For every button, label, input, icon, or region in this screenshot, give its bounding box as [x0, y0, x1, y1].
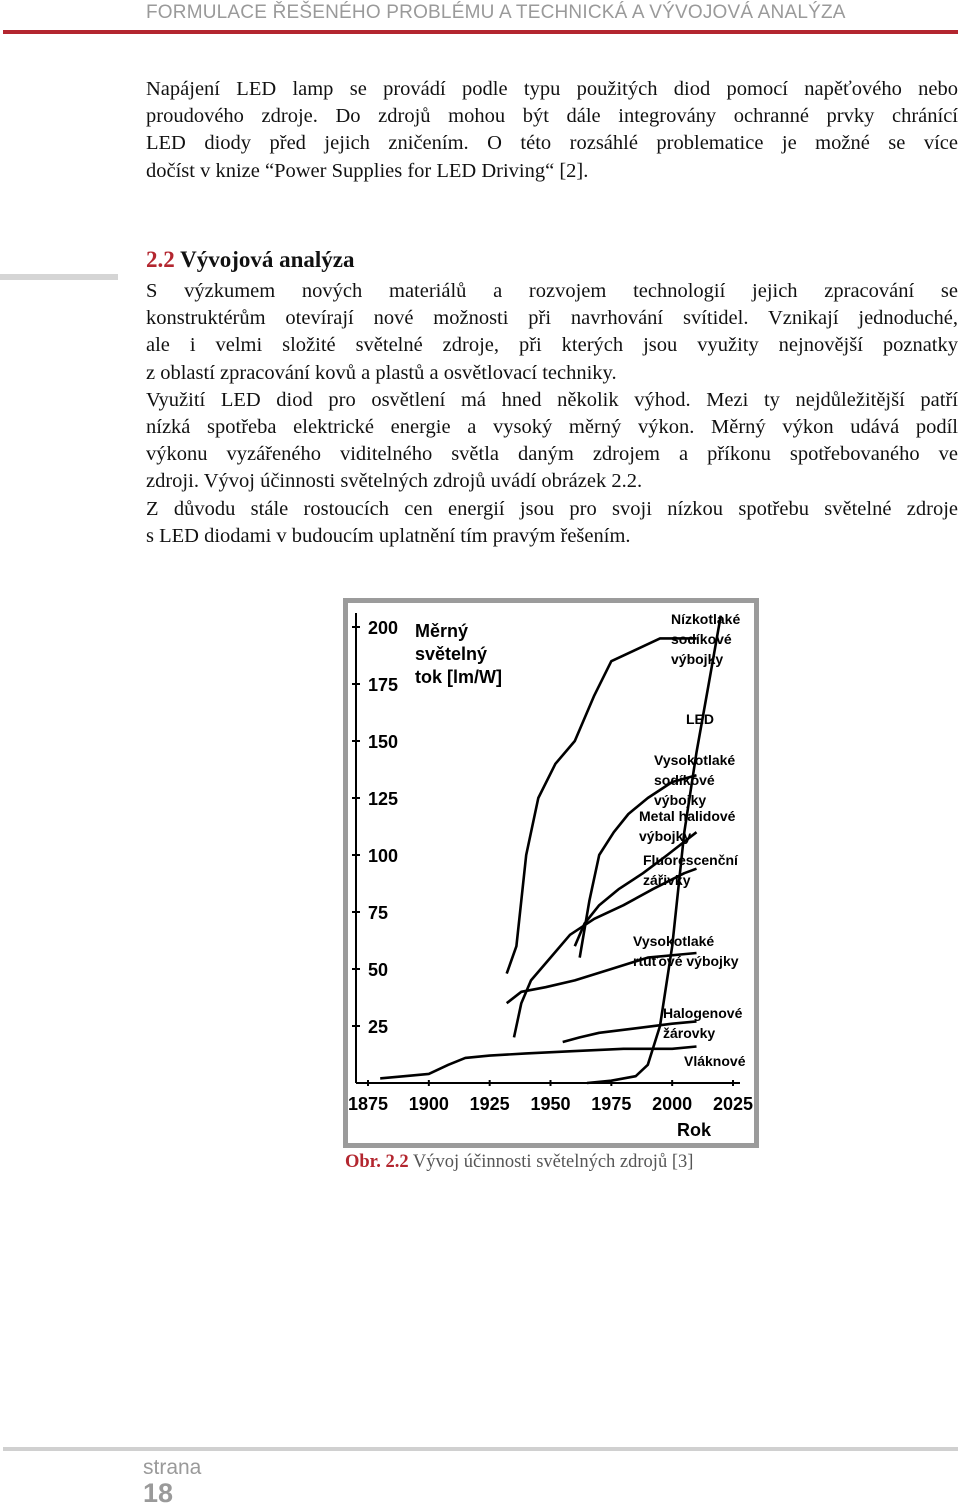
y-axis-label-line: Měrný	[415, 621, 469, 641]
section-number: 2.2	[146, 247, 175, 272]
body-line: výkonu vyzářeného viditelného světla daným zdrojem a příkonu spotřebovaného ve	[146, 443, 958, 466]
body-line: ale i velmi složité světelné zdroje, při kterých jsou využity nejnovější poznatky	[146, 334, 958, 357]
x-tick-label: 1875	[348, 1094, 389, 1114]
intro-line: Napájení LED lamp se provádí podle typu použitých diod pomocí napěťového nebo	[146, 78, 958, 100]
caption-label: Obr. 2.2	[345, 1152, 409, 1172]
y-tick-label: 175	[368, 675, 399, 695]
series-label-5: zářivky	[643, 872, 691, 888]
x-tick-label: 1975	[591, 1094, 632, 1114]
y-tick-label: 50	[368, 960, 389, 980]
efficacy-chart-svg	[348, 603, 754, 1143]
series-label-4: Metal halidové	[639, 808, 736, 824]
series-label-8: Vláknové	[684, 1053, 746, 1069]
y-tick-label: 100	[368, 846, 399, 866]
series-label-3: sodíkové	[654, 772, 715, 788]
intro-line: dočíst v knize “Power Supplies for LED Driving“ [2].	[146, 159, 589, 182]
running-header: FORMULACE ŘEŠENÉHO PROBLÉMU A TECHNICKÁ A VÝVOJOVÁ ANALÝZA	[146, 2, 846, 23]
body-line: S výzkumem nových materiálů a rozvojem technologií jejich zpracování se	[146, 280, 958, 302]
body-line: z oblastí zpracování kovů a plastů a osvětlovací techniky.	[146, 361, 617, 384]
x-tick-label: 2000	[652, 1094, 693, 1114]
header-rule	[3, 30, 958, 34]
section-body	[146, 278, 958, 550]
x-tick-label: 1900	[408, 1094, 449, 1114]
section-side-marker	[0, 274, 118, 280]
body-line: nízká spotřeba elektrické energie a vysoký měrný výkon. Měrný výkon udává podíl	[146, 416, 958, 439]
x-tick-label: 1925	[469, 1094, 510, 1114]
y-tick-label: 150	[368, 732, 399, 752]
caption-text: Vývoj účinnosti světelných zdrojů [3]	[408, 1152, 694, 1172]
footer-label: strana	[143, 1456, 202, 1479]
series-label-7: žárovky	[663, 1025, 716, 1041]
section-heading	[146, 247, 355, 273]
y-axis-label-line: světelný	[415, 644, 488, 664]
y-axis-label-line: tok [lm/W]	[415, 667, 502, 687]
intro-line: LED diody před jejich zničením. O této rozsáhlé problematice je možné se více	[146, 132, 958, 155]
series-label-1: Nízkotlaké	[671, 611, 741, 627]
x-tick-label: 1950	[530, 1094, 571, 1114]
series-label-5: Fluorescenční	[643, 852, 738, 868]
figure-caption	[345, 1152, 693, 1173]
body-line: zdroji. Vývoj účinnosti světelných zdrojů uvádí obrázek 2.2.	[146, 470, 643, 493]
body-line: konstruktérům otevírají nové možnosti při navrhování svítidel. Vznikají jednoduché,	[146, 307, 958, 330]
series-label-6: Vysokotlaké	[633, 933, 715, 949]
figure-efficacy-chart	[343, 598, 759, 1148]
section-title: Vývojová analýza	[180, 247, 355, 272]
x-tick-label: 2025	[712, 1094, 754, 1114]
body-line: s LED diodami v budoucím uplatnění tím pravým řešením.	[146, 524, 631, 547]
y-tick-label: 200	[368, 618, 399, 638]
series-label-6: rtuťové výbojky	[633, 953, 739, 969]
body-line: Z důvodu stále rostoucích cen energií jsou pro svoji nízkou spotřebu světelné zdroje	[146, 497, 958, 520]
footer-rule	[3, 1447, 958, 1451]
page-number: 18	[143, 1478, 174, 1508]
series-label-3: Vysokotlaké	[654, 752, 736, 768]
series-label-3: výbojky	[654, 792, 707, 808]
intro-paragraph	[146, 76, 958, 185]
series-label-1: výbojky	[671, 651, 724, 667]
body-line: Využití LED diod pro osvětlení má hned několik výhod. Mezi ty nejdůležitější patří	[146, 388, 958, 411]
series-label-2: LED	[686, 711, 714, 727]
series-label-1: sodíkové	[671, 631, 732, 647]
y-tick-label: 25	[368, 1017, 389, 1037]
y-tick-label: 125	[368, 789, 399, 809]
series-label-4: výbojky	[639, 828, 692, 844]
intro-line: proudového zdroje. Do zdrojů mohou být dále integrovány ochranné prvky chránící	[146, 105, 958, 128]
series-label-7: Halogenové	[663, 1005, 743, 1021]
x-axis-label: Rok	[677, 1120, 712, 1140]
y-tick-label: 75	[368, 903, 389, 923]
